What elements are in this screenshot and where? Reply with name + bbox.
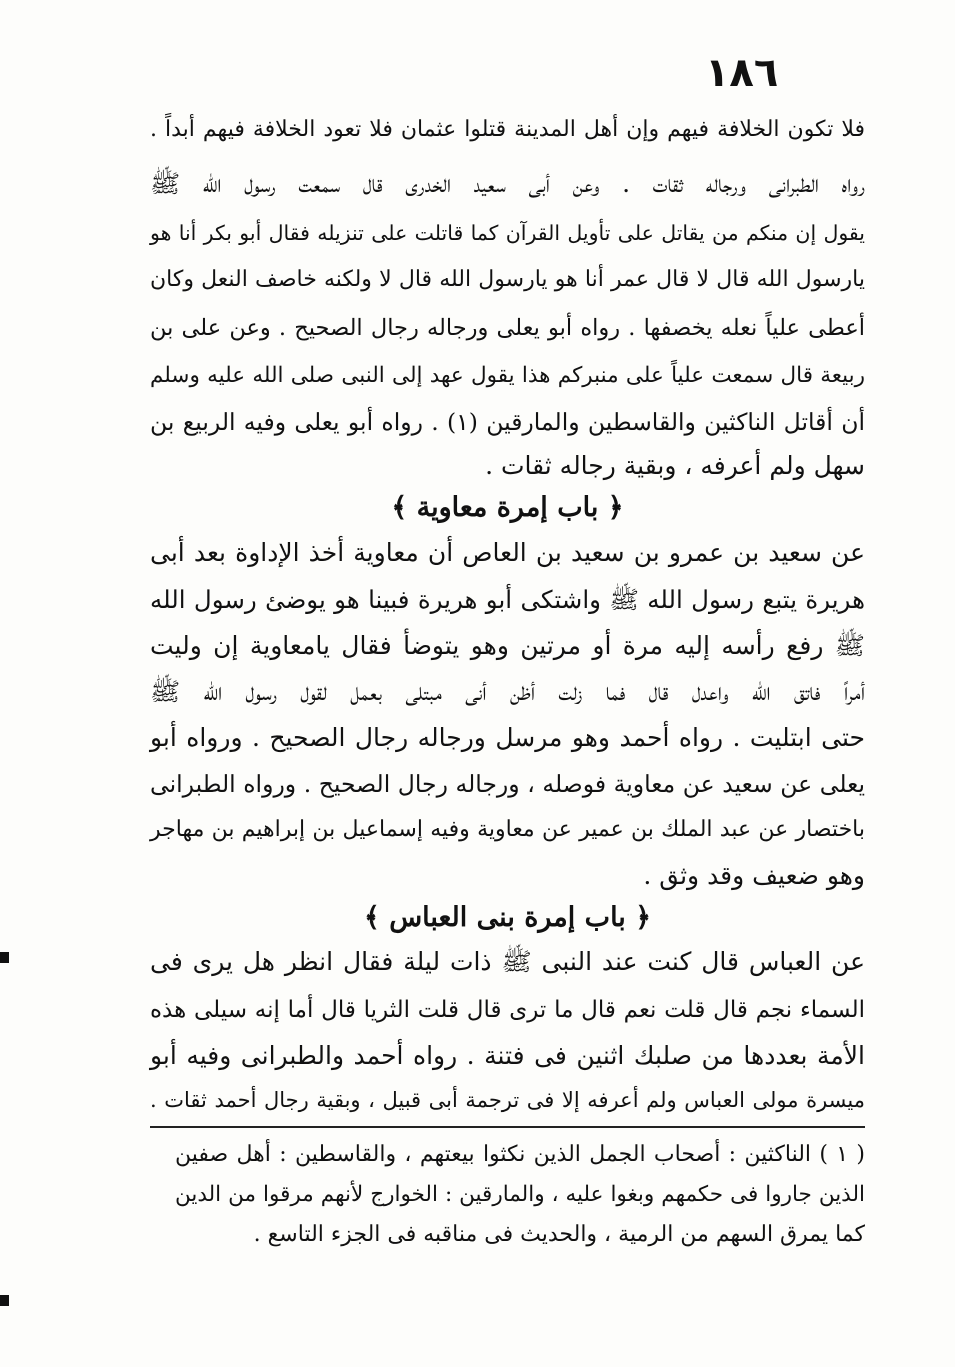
footnote-line: الذين جاروا فى حكمهم وبغوا عليه ، والمارقين : الخوارج لأنهم مرقوا من الدين <box>175 1182 865 1207</box>
text-line: حتى ابتليت . رواه أحمد وهو مرسل ورجاله رجال الصحيح . ورواه أبو <box>150 723 865 752</box>
footnote-line: ( ١ ) الناكثين : أصحاب الجمل الذين نكثوا بيعتهم ، والقاسطين : أهل صفين <box>175 1142 865 1167</box>
text-line: يقول إن منكم من يقاتل على تأويل القرآن كما قاتلت على تنزيله فقال أبو بكر أنا هو <box>150 221 865 245</box>
text-line: باختصار عن عبد الملك بن عمير عن معاوية وفيه إسماعيل بن إبراهيم بن مهاجر <box>150 817 865 842</box>
scan-edge-mark <box>0 952 9 963</box>
section-heading: ﴿ باب إمرة بنى العباس ﴾ <box>363 902 652 933</box>
text-line: هريرة يتبع رسول الله ﷺ واشتكى أبو هريرة فبينا هو يوضئ رسول الله <box>150 585 865 614</box>
text-line: ميسرة مولى العباس ولم أعرفه إلا فى ترجمة أبى قبيل ، وبقية رجال أحمد ثقات . <box>150 1088 865 1112</box>
text-line: ﷺ رفع رأسه إليه مرة أو مرتين وهو يتوضأ فقال يامعاوية إن وليت <box>150 631 865 660</box>
text-line: أن أقاتل الناكثين والقاسطين والمارقين (١) . رواه أبو يعلى وفيه الربيع بن <box>150 408 865 436</box>
section-heading: ﴿ باب إمرة معاوية ﴾ <box>391 492 624 523</box>
text-line: ربيعة قال سمعت علياً على منبركم هذا يقول عهد إلى النبى صلى الله عليه وسلم <box>150 363 865 388</box>
text-line: رواه الطبرانى ورجاله ثقات . وعن أبى سعيد الخدرى قال سمعت رسول الله ﷺ <box>150 169 865 198</box>
text-line: يعلى عن سعيد عن معاوية فوصله ، ورجاله رجال الصحيح . ورواه الطبرانى <box>150 770 865 798</box>
text-line: وهو ضعيف وقد وثق . <box>643 861 865 890</box>
text-line: يارسول الله قال لا قال عمر أنا هو يارسول الله قال لا ولكنه خاصف النعل وكان <box>150 267 865 292</box>
text-line: سهل ولم أعرفه ، وبقية رجاله ثقات . <box>485 451 865 480</box>
text-line: أعطى علياً نعله يخصفها . رواه أبو يعلى ورجاله رجال الصحيح . وعن على بن <box>150 315 865 341</box>
text-line: أمراً فاتق الله واعدل قال فما زلت أظن أنى مبتلى بعمل لقول رسول الله ﷺ <box>150 677 865 706</box>
text-line: السماء نجم قال قلت نعم قال ما ترى قال قلت الثريا قال أما إنه سيلى هذه <box>150 997 865 1023</box>
text-line: الأمة بعددها من صلبك اثنين فى فتنة . رواه أحمد والطبرانى وفيه أبو <box>150 1041 865 1070</box>
footnote-line: كما يمرق السهم من الرمية ، والحديث فى مناقبه فى الجزء التاسع . <box>253 1222 865 1247</box>
scan-edge-mark <box>0 1295 9 1306</box>
footnote-divider <box>150 1126 865 1128</box>
text-line: عن العباس قال كنت عند النبى ﷺ ذات ليلة فقال انظر هل يرى فى <box>150 947 865 976</box>
text-line: فلا تكون الخلافة فيهم وإن أهل المدينة قتلوا عثمان فلا تعود الخلافة فيهم أبداً . <box>150 117 865 142</box>
page-number: ١٨٦ <box>705 50 779 96</box>
text-line: عن سعيد بن عمرو بن سعيد بن العاص أن معاوية أخذ الإداوة بعد أبى <box>150 538 865 567</box>
